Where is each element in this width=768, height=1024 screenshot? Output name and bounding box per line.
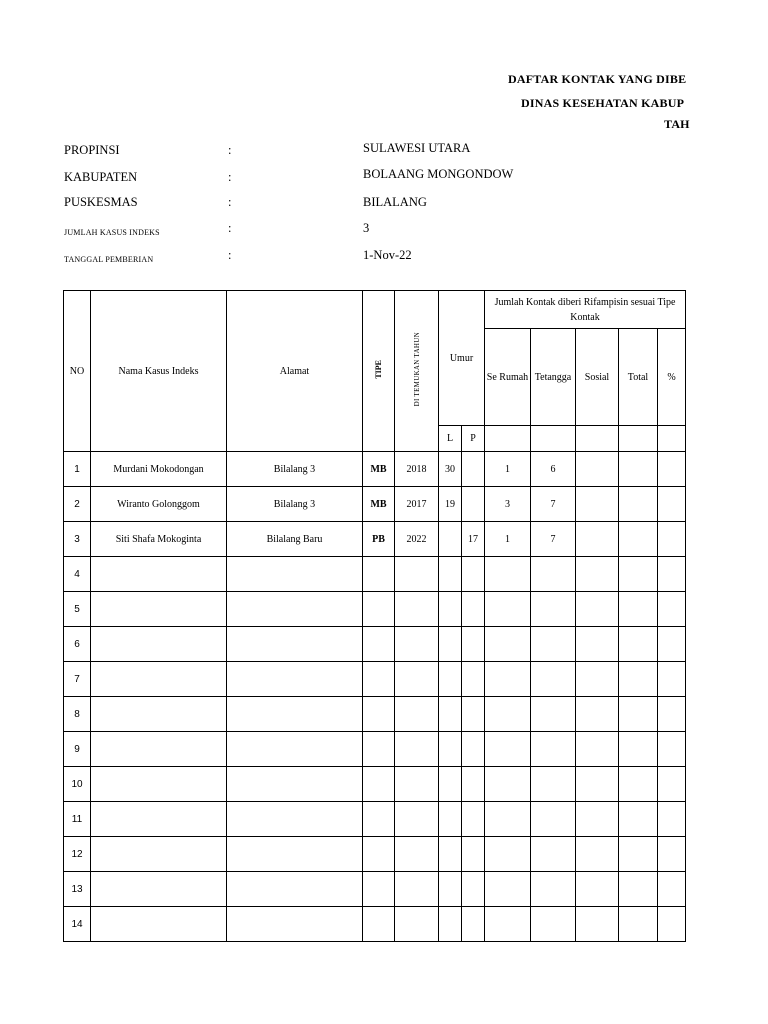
cell-tahun xyxy=(395,627,439,662)
cell-nama: Wiranto Golonggom xyxy=(91,487,227,522)
cell-nama xyxy=(91,872,227,907)
info-value-propinsi: SULAWESI UTARA xyxy=(363,141,471,155)
cell-no: 12 xyxy=(64,837,91,872)
cell-tahun xyxy=(395,697,439,732)
cell-serumah xyxy=(485,627,531,662)
cell-no: 14 xyxy=(64,907,91,942)
cell-no: 13 xyxy=(64,872,91,907)
header-blank xyxy=(576,426,619,452)
cell-tipe: MB xyxy=(363,487,395,522)
cell-nama xyxy=(91,837,227,872)
header-no: NO xyxy=(64,291,91,452)
cell-umur-l xyxy=(439,872,462,907)
cell-total xyxy=(619,627,658,662)
info-label-jumlah-kasus: JUMLAH KASUS INDEKS xyxy=(64,228,160,237)
cell-tahun xyxy=(395,907,439,942)
header-blank xyxy=(485,426,531,452)
header-umur: Umur xyxy=(439,291,485,426)
cell-no: 8 xyxy=(64,697,91,732)
header-umur-p: P xyxy=(462,426,485,452)
cell-tahun: 2022 xyxy=(395,522,439,557)
cell-sosial xyxy=(576,907,619,942)
cell-tipe xyxy=(363,767,395,802)
cell-sosial xyxy=(576,662,619,697)
cell-tetangga xyxy=(531,837,576,872)
cell-no: 9 xyxy=(64,732,91,767)
cell-total xyxy=(619,662,658,697)
info-value-kabupaten: BOLAANG MONGONDOW xyxy=(363,167,514,181)
cell-tetangga xyxy=(531,697,576,732)
header-total: Total xyxy=(619,329,658,426)
header-alamat: Alamat xyxy=(227,291,363,452)
cell-persen xyxy=(658,452,686,487)
cell-serumah: 3 xyxy=(485,487,531,522)
cell-persen xyxy=(658,767,686,802)
cell-no: 4 xyxy=(64,557,91,592)
cell-serumah xyxy=(485,557,531,592)
header-persen: % xyxy=(658,329,686,426)
header-tipe-label: TIPE xyxy=(374,360,383,379)
table-row xyxy=(64,592,686,627)
cell-umur-p: 17 xyxy=(462,522,485,557)
cell-total xyxy=(619,837,658,872)
cell-tahun: 2017 xyxy=(395,487,439,522)
header-umur-l: L xyxy=(439,426,462,452)
cell-sosial xyxy=(576,627,619,662)
cell-alamat xyxy=(227,697,363,732)
cell-tipe: PB xyxy=(363,522,395,557)
cell-nama: Murdani Mokodongan xyxy=(91,452,227,487)
cell-persen xyxy=(658,732,686,767)
table-row xyxy=(64,837,686,872)
cell-umur-l xyxy=(439,522,462,557)
cell-tipe xyxy=(363,592,395,627)
cell-no: 7 xyxy=(64,662,91,697)
info-value-puskesmas: BILALANG xyxy=(363,195,427,209)
cell-alamat xyxy=(227,802,363,837)
cell-no: 10 xyxy=(64,767,91,802)
cell-total xyxy=(619,697,658,732)
cell-tipe xyxy=(363,627,395,662)
cell-total xyxy=(619,487,658,522)
table-row xyxy=(64,522,686,557)
cell-total xyxy=(619,767,658,802)
cell-alamat xyxy=(227,732,363,767)
cell-total xyxy=(619,452,658,487)
cell-no: 1 xyxy=(64,452,91,487)
cell-total xyxy=(619,907,658,942)
header-tahun-label: DI TEMUKAN TAHUN xyxy=(412,332,421,407)
cell-umur-l: 30 xyxy=(439,452,462,487)
cell-alamat xyxy=(227,592,363,627)
cell-alamat xyxy=(227,557,363,592)
cell-tipe xyxy=(363,872,395,907)
cell-no: 6 xyxy=(64,627,91,662)
cell-sosial xyxy=(576,872,619,907)
cell-umur-l xyxy=(439,627,462,662)
cell-tipe xyxy=(363,697,395,732)
table-row xyxy=(64,697,686,732)
cell-serumah xyxy=(485,697,531,732)
cell-serumah xyxy=(485,872,531,907)
cell-umur-l xyxy=(439,767,462,802)
header-tahun xyxy=(395,291,439,452)
cell-umur-l: 19 xyxy=(439,487,462,522)
cell-alamat: Bilalang 3 xyxy=(227,452,363,487)
info-value-tanggal: 1-Nov-22 xyxy=(363,248,412,262)
cell-nama xyxy=(91,767,227,802)
cell-tetangga xyxy=(531,802,576,837)
info-label-kabupaten: KABUPATEN xyxy=(64,170,138,184)
cell-serumah xyxy=(485,592,531,627)
info-label-puskesmas: PUSKESMAS xyxy=(64,195,138,209)
cell-tahun xyxy=(395,837,439,872)
cell-umur-l xyxy=(439,662,462,697)
cell-serumah: 1 xyxy=(485,452,531,487)
cell-tetangga xyxy=(531,732,576,767)
cell-sosial xyxy=(576,767,619,802)
header-serumah: Se Rumah xyxy=(485,329,531,426)
table-row xyxy=(64,627,686,662)
cell-serumah xyxy=(485,662,531,697)
cell-tahun xyxy=(395,557,439,592)
header-sosial: Sosial xyxy=(576,329,619,426)
info-colon: : xyxy=(228,221,232,235)
cell-nama xyxy=(91,732,227,767)
cell-sosial xyxy=(576,522,619,557)
cell-umur-p xyxy=(462,907,485,942)
cell-umur-p xyxy=(462,872,485,907)
cell-total xyxy=(619,592,658,627)
header-blank xyxy=(658,426,686,452)
cell-alamat xyxy=(227,837,363,872)
cell-umur-p xyxy=(462,802,485,837)
info-colon: : xyxy=(228,170,232,184)
table-row xyxy=(64,662,686,697)
cell-serumah xyxy=(485,837,531,872)
table-row xyxy=(64,732,686,767)
cell-no: 5 xyxy=(64,592,91,627)
cell-umur-p xyxy=(462,487,485,522)
cell-tetangga: 6 xyxy=(531,452,576,487)
info-value-jumlah-kasus: 3 xyxy=(363,221,370,235)
cell-tetangga xyxy=(531,627,576,662)
cell-no: 2 xyxy=(64,487,91,522)
info-label-propinsi: PROPINSI xyxy=(64,143,120,157)
cell-tahun xyxy=(395,872,439,907)
cell-umur-p xyxy=(462,557,485,592)
cell-persen xyxy=(658,487,686,522)
cell-total xyxy=(619,522,658,557)
cell-umur-p xyxy=(462,627,485,662)
cell-total xyxy=(619,557,658,592)
cell-umur-p xyxy=(462,697,485,732)
document-title-line-2: DINAS KESEHATAN KABUP xyxy=(521,96,685,110)
table-row xyxy=(64,452,686,487)
cell-alamat xyxy=(227,767,363,802)
cell-umur-l xyxy=(439,732,462,767)
cell-umur-p xyxy=(462,767,485,802)
cell-persen xyxy=(658,522,686,557)
cell-tetangga xyxy=(531,907,576,942)
cell-tipe xyxy=(363,732,395,767)
cell-tipe xyxy=(363,907,395,942)
cell-tipe xyxy=(363,557,395,592)
cell-alamat xyxy=(227,872,363,907)
cell-tahun: 2018 xyxy=(395,452,439,487)
cell-tipe xyxy=(363,802,395,837)
cell-persen xyxy=(658,802,686,837)
cell-persen xyxy=(658,662,686,697)
document-title-line-1: DAFTAR KONTAK YANG DIBE xyxy=(508,72,687,86)
cell-no: 3 xyxy=(64,522,91,557)
cell-tahun xyxy=(395,662,439,697)
cell-alamat xyxy=(227,627,363,662)
cell-nama xyxy=(91,592,227,627)
cell-tipe: MB xyxy=(363,452,395,487)
cell-sosial xyxy=(576,732,619,767)
cell-umur-p xyxy=(462,662,485,697)
table-row xyxy=(64,557,686,592)
cell-nama xyxy=(91,697,227,732)
cell-nama: Siti Shafa Mokoginta xyxy=(91,522,227,557)
cell-persen xyxy=(658,592,686,627)
cell-serumah xyxy=(485,802,531,837)
header-tipe xyxy=(363,291,395,452)
info-label-tanggal: TANGGAL PEMBERIAN xyxy=(64,255,154,264)
cell-total xyxy=(619,872,658,907)
cell-umur-p xyxy=(462,592,485,627)
cell-umur-l xyxy=(439,697,462,732)
cell-sosial xyxy=(576,592,619,627)
table-row xyxy=(64,802,686,837)
cell-sosial xyxy=(576,837,619,872)
cell-umur-p xyxy=(462,837,485,872)
cell-tahun xyxy=(395,767,439,802)
cell-tetangga xyxy=(531,872,576,907)
cell-umur-l xyxy=(439,837,462,872)
cell-total xyxy=(619,802,658,837)
cell-nama xyxy=(91,627,227,662)
cell-alamat xyxy=(227,907,363,942)
cell-umur-p xyxy=(462,732,485,767)
cell-sosial xyxy=(576,557,619,592)
cell-serumah: 1 xyxy=(485,522,531,557)
cell-tetangga xyxy=(531,592,576,627)
cell-no: 11 xyxy=(64,802,91,837)
cell-umur-l xyxy=(439,557,462,592)
cell-tahun xyxy=(395,732,439,767)
cell-nama xyxy=(91,907,227,942)
cell-tahun xyxy=(395,802,439,837)
cell-umur-l xyxy=(439,592,462,627)
cell-tetangga: 7 xyxy=(531,487,576,522)
cell-umur-l xyxy=(439,907,462,942)
cell-serumah xyxy=(485,767,531,802)
contact-table xyxy=(63,290,686,942)
cell-persen xyxy=(658,837,686,872)
cell-tetangga xyxy=(531,557,576,592)
cell-persen xyxy=(658,557,686,592)
cell-sosial xyxy=(576,697,619,732)
cell-tetangga: 7 xyxy=(531,522,576,557)
cell-nama xyxy=(91,557,227,592)
table-row xyxy=(64,907,686,942)
cell-tipe xyxy=(363,837,395,872)
cell-sosial xyxy=(576,802,619,837)
cell-sosial xyxy=(576,452,619,487)
header-blank xyxy=(619,426,658,452)
document-title-line-3: TAH xyxy=(664,117,690,131)
cell-persen xyxy=(658,627,686,662)
table-row xyxy=(64,487,686,522)
cell-tahun xyxy=(395,592,439,627)
cell-umur-p xyxy=(462,452,485,487)
cell-tipe xyxy=(363,662,395,697)
cell-persen xyxy=(658,872,686,907)
cell-tetangga xyxy=(531,767,576,802)
table-row xyxy=(64,767,686,802)
header-blank xyxy=(531,426,576,452)
header-nama: Nama Kasus Indeks xyxy=(91,291,227,452)
cell-tetangga xyxy=(531,662,576,697)
cell-alamat: Bilalang Baru xyxy=(227,522,363,557)
table-row xyxy=(64,872,686,907)
info-colon: : xyxy=(228,248,232,262)
cell-persen xyxy=(658,697,686,732)
cell-nama xyxy=(91,662,227,697)
cell-persen xyxy=(658,907,686,942)
header-tetangga: Tetangga xyxy=(531,329,576,426)
cell-sosial xyxy=(576,487,619,522)
cell-alamat: Bilalang 3 xyxy=(227,487,363,522)
cell-umur-l xyxy=(439,802,462,837)
cell-serumah xyxy=(485,907,531,942)
cell-serumah xyxy=(485,732,531,767)
cell-total xyxy=(619,732,658,767)
cell-alamat xyxy=(227,662,363,697)
info-colon: : xyxy=(228,195,232,209)
header-kontak-group: Jumlah Kontak diberi Rifampisin sesuai Tipe Kontak xyxy=(485,291,686,329)
info-colon: : xyxy=(228,143,232,157)
cell-nama xyxy=(91,802,227,837)
